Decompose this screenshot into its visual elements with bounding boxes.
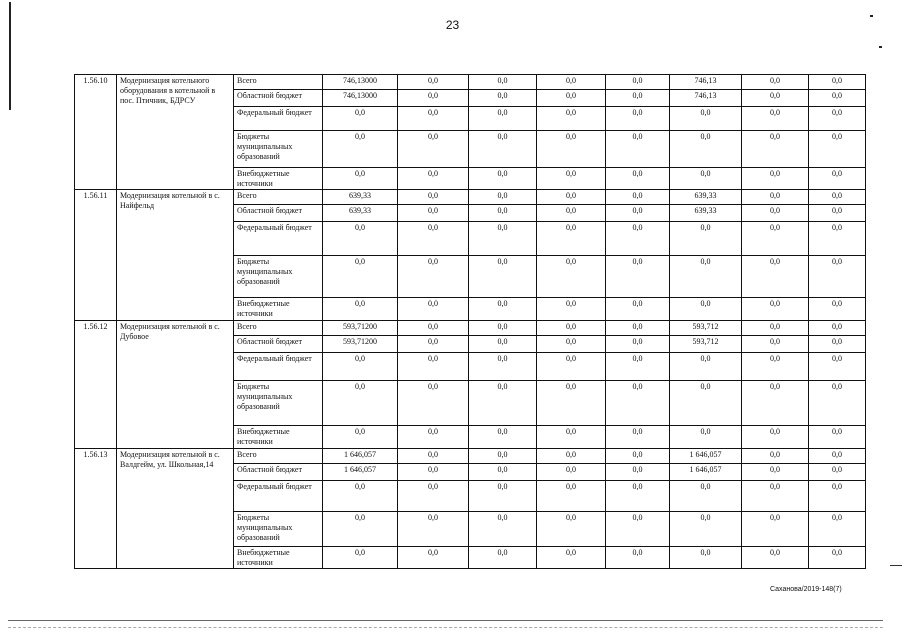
funding-source-label: Всего: [234, 449, 323, 464]
amount-cell: 0,0: [469, 336, 537, 353]
bottom-rule: [8, 620, 883, 621]
amount-cell: 0,0: [469, 321, 537, 336]
amount-cell: 0,0: [742, 222, 809, 256]
left-margin-line: [9, 2, 11, 110]
funding-source-label: Всего: [234, 321, 323, 336]
amount-cell: 0,0: [469, 107, 537, 131]
funding-source-label: Федеральный бюджет: [234, 481, 323, 512]
amount-cell: 0,0: [809, 256, 866, 298]
page-number: 23: [445, 18, 460, 32]
amount-cell: 0,0: [469, 131, 537, 168]
amount-cell: 0,0: [742, 547, 809, 569]
amount-cell: 0,0: [742, 464, 809, 481]
amount-cell: 0,0: [809, 481, 866, 512]
amount-cell: 0,0: [606, 321, 670, 336]
amount-cell: 0,0: [398, 512, 469, 547]
funding-source-label: Областной бюджет: [234, 336, 323, 353]
amount-cell: 0,0: [809, 512, 866, 547]
amount-cell: 0,0: [606, 298, 670, 321]
amount-cell: 0,0: [742, 168, 809, 190]
funding-source-label: Бюджеты муниципальных образований: [234, 256, 323, 298]
funding-table: [74, 74, 866, 569]
amount-cell: 0,0: [606, 481, 670, 512]
table-row: [75, 449, 866, 464]
funding-source-label: Федеральный бюджет: [234, 107, 323, 131]
amount-cell: 0,0: [809, 353, 866, 381]
scan-mark: [890, 565, 902, 566]
amount-cell: 0,0: [606, 512, 670, 547]
amount-cell: 0,0: [323, 168, 398, 190]
funding-source-label: Областной бюджет: [234, 205, 323, 222]
amount-cell: 0,0: [323, 512, 398, 547]
amount-cell: 0,0: [670, 381, 742, 426]
amount-cell: 639,33: [323, 190, 398, 205]
amount-cell: 0,0: [398, 321, 469, 336]
amount-cell: 0,0: [323, 426, 398, 449]
item-code: 1.56.10: [75, 75, 117, 190]
amount-cell: 0,0: [537, 512, 606, 547]
amount-cell: 0,0: [606, 75, 670, 90]
item-code: 1.56.11: [75, 190, 117, 321]
amount-cell: 0,0: [742, 336, 809, 353]
amount-cell: 593,712: [670, 336, 742, 353]
amount-cell: 0,0: [809, 168, 866, 190]
funding-source-label: Бюджеты муниципальных образований: [234, 381, 323, 426]
amount-cell: 0,0: [742, 449, 809, 464]
amount-cell: 0,0: [670, 256, 742, 298]
amount-cell: 0,0: [537, 256, 606, 298]
amount-cell: 0,0: [398, 131, 469, 168]
amount-cell: 0,0: [809, 464, 866, 481]
scan-mark: [879, 46, 882, 48]
amount-cell: 0,0: [537, 222, 606, 256]
amount-cell: 0,0: [398, 190, 469, 205]
amount-cell: 0,0: [469, 426, 537, 449]
funding-source-label: Внебюджетные источники: [234, 298, 323, 321]
amount-cell: 1 646,057: [670, 464, 742, 481]
amount-cell: 0,0: [537, 168, 606, 190]
item-title: Модернизация котельной в с. Валдгейм, ул. Школьная,14: [117, 449, 234, 569]
amount-cell: 0,0: [742, 353, 809, 381]
amount-cell: 0,0: [537, 464, 606, 481]
amount-cell: 0,0: [670, 426, 742, 449]
amount-cell: 0,0: [606, 464, 670, 481]
scan-mark: [870, 15, 873, 17]
amount-cell: 0,0: [809, 90, 866, 107]
item-title: Модернизация котельной в с. Найфельд: [117, 190, 234, 321]
table-row: [75, 75, 866, 90]
amount-cell: 0,0: [606, 336, 670, 353]
amount-cell: 0,0: [398, 426, 469, 449]
amount-cell: 0,0: [809, 547, 866, 569]
amount-cell: 0,0: [469, 449, 537, 464]
amount-cell: 0,0: [469, 222, 537, 256]
amount-cell: 0,0: [537, 381, 606, 426]
funding-source-label: Внебюджетные источники: [234, 168, 323, 190]
amount-cell: 0,0: [809, 321, 866, 336]
amount-cell: 0,0: [469, 381, 537, 426]
amount-cell: 0,0: [398, 464, 469, 481]
amount-cell: 0,0: [398, 90, 469, 107]
amount-cell: 0,0: [398, 222, 469, 256]
amount-cell: 0,0: [809, 222, 866, 256]
amount-cell: 0,0: [469, 256, 537, 298]
amount-cell: 639,33: [670, 190, 742, 205]
amount-cell: 0,0: [469, 464, 537, 481]
amount-cell: 0,0: [537, 298, 606, 321]
amount-cell: 0,0: [809, 190, 866, 205]
amount-cell: 0,0: [469, 547, 537, 569]
amount-cell: 0,0: [323, 298, 398, 321]
amount-cell: 746,13: [670, 75, 742, 90]
amount-cell: 0,0: [537, 449, 606, 464]
amount-cell: 0,0: [469, 481, 537, 512]
amount-cell: 1 646,057: [323, 449, 398, 464]
funding-source-label: Всего: [234, 75, 323, 90]
amount-cell: 0,0: [398, 547, 469, 569]
amount-cell: 0,0: [809, 336, 866, 353]
amount-cell: 0,0: [606, 107, 670, 131]
amount-cell: 0,0: [606, 90, 670, 107]
amount-cell: 0,0: [398, 75, 469, 90]
footer-note: Саханова/2019-148(7): [770, 586, 842, 593]
amount-cell: 0,0: [537, 547, 606, 569]
amount-cell: 0,0: [742, 75, 809, 90]
amount-cell: 746,13: [670, 90, 742, 107]
amount-cell: 0,0: [469, 168, 537, 190]
amount-cell: 0,0: [469, 205, 537, 222]
amount-cell: 0,0: [809, 75, 866, 90]
amount-cell: 0,0: [323, 131, 398, 168]
amount-cell: 0,0: [398, 449, 469, 464]
table-row: [75, 190, 866, 205]
amount-cell: 0,0: [537, 426, 606, 449]
amount-cell: 0,0: [398, 298, 469, 321]
amount-cell: 0,0: [606, 426, 670, 449]
amount-cell: 0,0: [670, 512, 742, 547]
amount-cell: 0,0: [537, 336, 606, 353]
amount-cell: 0,0: [606, 381, 670, 426]
amount-cell: 639,33: [323, 205, 398, 222]
amount-cell: 0,0: [323, 222, 398, 256]
amount-cell: 0,0: [670, 353, 742, 381]
amount-cell: 0,0: [742, 298, 809, 321]
amount-cell: 0,0: [742, 321, 809, 336]
amount-cell: 0,0: [742, 426, 809, 449]
amount-cell: 0,0: [469, 190, 537, 205]
amount-cell: 0,0: [670, 547, 742, 569]
amount-cell: 0,0: [606, 131, 670, 168]
amount-cell: 0,0: [742, 481, 809, 512]
amount-cell: 0,0: [606, 353, 670, 381]
funding-source-label: Федеральный бюджет: [234, 222, 323, 256]
amount-cell: 0,0: [323, 107, 398, 131]
amount-cell: 0,0: [809, 449, 866, 464]
amount-cell: 0,0: [809, 107, 866, 131]
amount-cell: 0,0: [537, 75, 606, 90]
amount-cell: 0,0: [537, 90, 606, 107]
amount-cell: 0,0: [809, 298, 866, 321]
amount-cell: 0,0: [809, 381, 866, 426]
amount-cell: 0,0: [606, 449, 670, 464]
amount-cell: 0,0: [469, 353, 537, 381]
amount-cell: 0,0: [537, 190, 606, 205]
amount-cell: 0,0: [742, 381, 809, 426]
amount-cell: 0,0: [742, 190, 809, 205]
amount-cell: 1 646,057: [670, 449, 742, 464]
funding-source-label: Областной бюджет: [234, 90, 323, 107]
amount-cell: 0,0: [398, 353, 469, 381]
amount-cell: 0,0: [398, 381, 469, 426]
amount-cell: 0,0: [606, 168, 670, 190]
amount-cell: 0,0: [398, 168, 469, 190]
amount-cell: 0,0: [398, 481, 469, 512]
item-code: 1.56.13: [75, 449, 117, 569]
amount-cell: 593,71200: [323, 336, 398, 353]
funding-source-label: Внебюджетные источники: [234, 426, 323, 449]
amount-cell: 0,0: [742, 107, 809, 131]
amount-cell: 0,0: [742, 512, 809, 547]
amount-cell: 0,0: [809, 131, 866, 168]
amount-cell: 746,13000: [323, 90, 398, 107]
amount-cell: 0,0: [606, 547, 670, 569]
amount-cell: 639,33: [670, 205, 742, 222]
amount-cell: 0,0: [742, 256, 809, 298]
amount-cell: 0,0: [670, 107, 742, 131]
amount-cell: 0,0: [537, 131, 606, 168]
amount-cell: 0,0: [606, 190, 670, 205]
amount-cell: 0,0: [537, 107, 606, 131]
amount-cell: 0,0: [323, 547, 398, 569]
amount-cell: 593,71200: [323, 321, 398, 336]
funding-source-label: Внебюджетные источники: [234, 547, 323, 569]
amount-cell: 593,712: [670, 321, 742, 336]
amount-cell: 0,0: [537, 353, 606, 381]
amount-cell: 1 646,057: [323, 464, 398, 481]
item-title: Модернизация котельного оборудования в котельной в пос. Птичник, БДРСУ: [117, 75, 234, 190]
item-title: Модернизация котельной в с. Дубовое: [117, 321, 234, 449]
amount-cell: 0,0: [469, 75, 537, 90]
amount-cell: 0,0: [323, 381, 398, 426]
amount-cell: 0,0: [398, 336, 469, 353]
amount-cell: 0,0: [606, 205, 670, 222]
amount-cell: 0,0: [606, 256, 670, 298]
amount-cell: 0,0: [742, 205, 809, 222]
funding-source-label: Федеральный бюджет: [234, 353, 323, 381]
table-row: [75, 321, 866, 336]
amount-cell: 746,13000: [323, 75, 398, 90]
amount-cell: 0,0: [670, 481, 742, 512]
funding-source-label: Всего: [234, 190, 323, 205]
amount-cell: 0,0: [323, 481, 398, 512]
amount-cell: 0,0: [742, 90, 809, 107]
funding-source-label: Бюджеты муниципальных образований: [234, 512, 323, 547]
amount-cell: 0,0: [537, 205, 606, 222]
amount-cell: 0,0: [670, 131, 742, 168]
amount-cell: 0,0: [606, 222, 670, 256]
amount-cell: 0,0: [398, 107, 469, 131]
item-code: 1.56.12: [75, 321, 117, 449]
amount-cell: 0,0: [323, 256, 398, 298]
bottom-rule: [8, 627, 883, 628]
amount-cell: 0,0: [809, 205, 866, 222]
funding-source-label: Бюджеты муниципальных образований: [234, 131, 323, 168]
amount-cell: 0,0: [469, 298, 537, 321]
amount-cell: 0,0: [742, 131, 809, 168]
funding-source-label: Областной бюджет: [234, 464, 323, 481]
amount-cell: 0,0: [398, 205, 469, 222]
amount-cell: 0,0: [469, 512, 537, 547]
amount-cell: 0,0: [809, 426, 866, 449]
amount-cell: 0,0: [537, 481, 606, 512]
amount-cell: 0,0: [670, 222, 742, 256]
amount-cell: 0,0: [469, 90, 537, 107]
amount-cell: 0,0: [670, 298, 742, 321]
amount-cell: 0,0: [670, 168, 742, 190]
amount-cell: 0,0: [398, 256, 469, 298]
amount-cell: 0,0: [323, 353, 398, 381]
amount-cell: 0,0: [537, 321, 606, 336]
